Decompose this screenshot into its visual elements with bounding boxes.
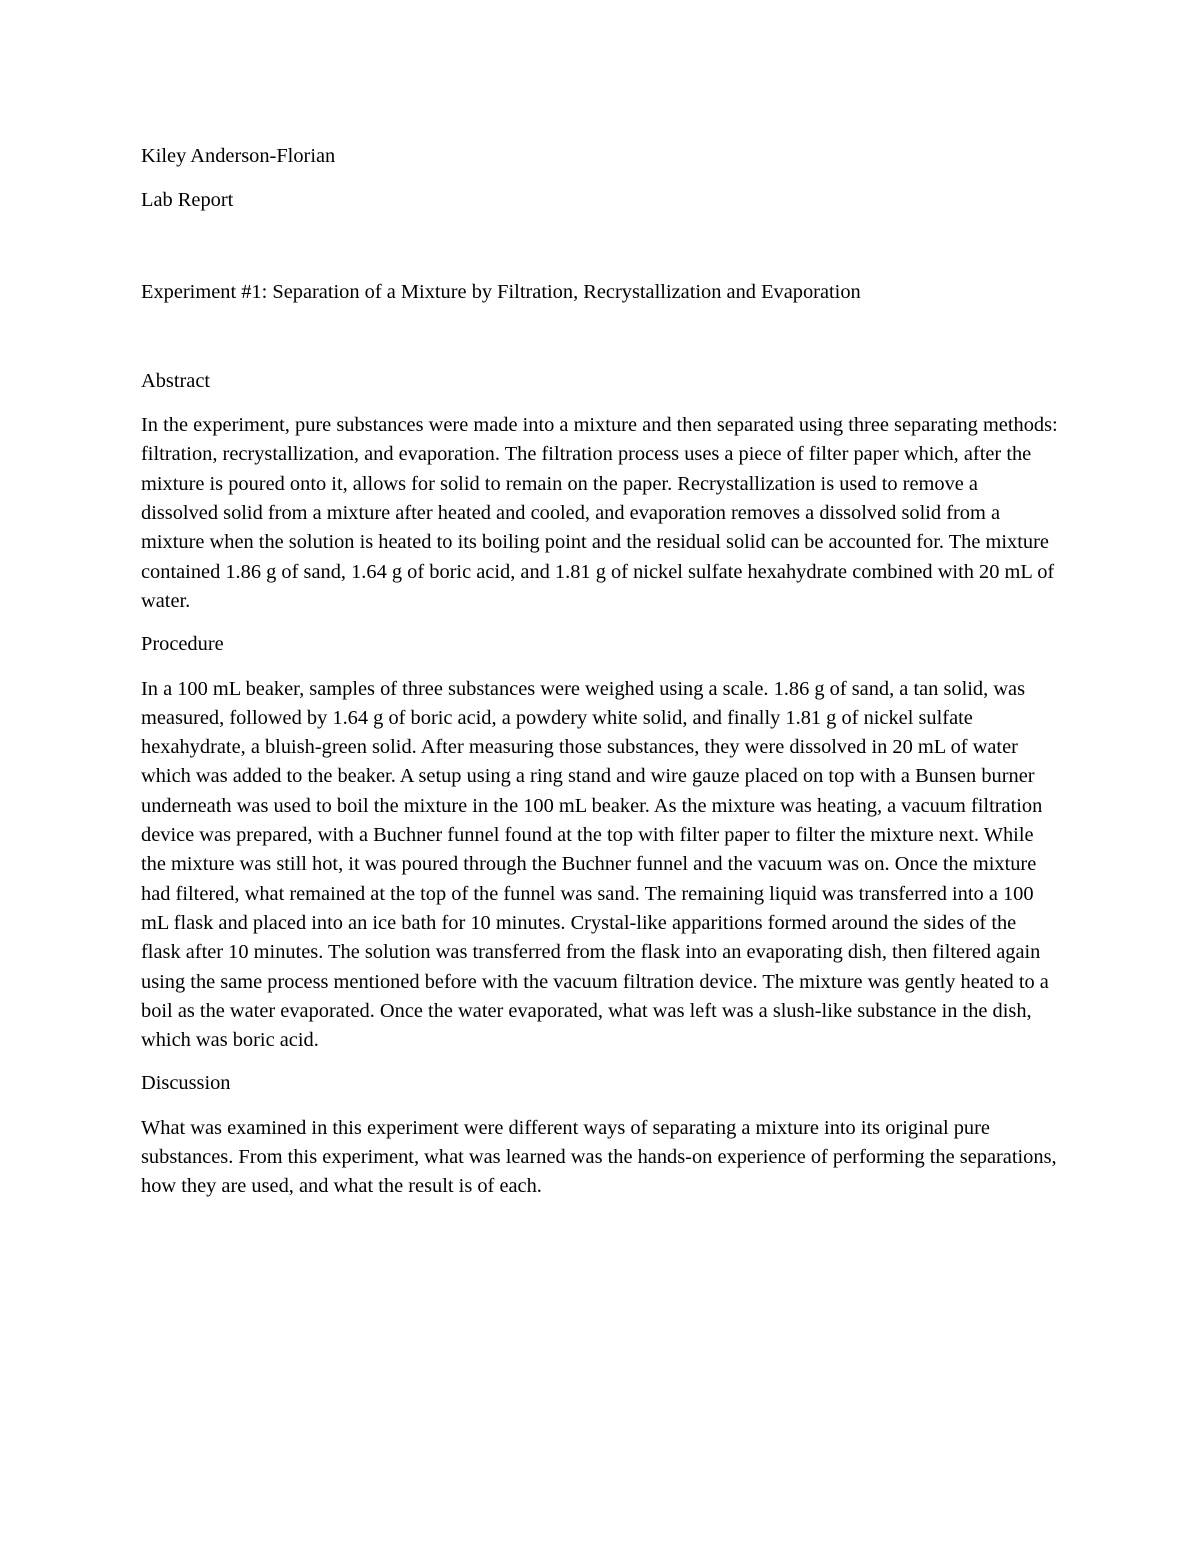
section-body-abstract: In the experiment, pure substances were made into a mixture and then separated using three separating methods: filtration, recrystallization, and evaporation. The filtration process uses a piece of filter paper which, after the mixture is poured onto it, allows for solid to remain on the paper. Recrystallization is used to remove a dissolved solid from a mixture after heated and cooled, and evaporation removes a dissolved solid from a mixture when the solution is heated to its boiling point and the residual solid can be accounted for. The mixture contained 1.86 g of sand, 1.64 g of boric acid, and 1.81 g of nickel sulfate hexahydrate combined with 20 mL of water.: [141, 414, 1058, 612]
document-title: Experiment #1: Separation of a Mixture by Filtration, Recrystallization and Evaporation: [141, 280, 861, 303]
document-type: Lab Report: [141, 189, 234, 212]
section-body-procedure: In a 100 mL beaker, samples of three substances were weighed using a scale. 1.86 g of sand, a tan solid, was measured, followed by 1.64 g of boric acid, a powdery white solid, and finally 1.81 g of nickel sulfate hexahydrate, a bluish-green solid. After measuring those substances, they were dissolved in 20 mL of water which was added to the beaker. A setup using a ring stand and wire gauze placed on top with a Bunsen burner underneath was used to boil the mixture in the 100 mL beaker. As the mixture was heating, a vacuum filtration device was prepared, with a Buchner funnel found at the top with filter paper to filter the mixture next. While the mixture was still hot, it was poured through the Buchner funnel and the vacuum was on. Once the mixture had filtered, what remained at the top of the funnel was sand. The remaining liquid was transferred into a 100 mL flask and placed into an ice bath for 10 minutes. Crystal-like apparitions formed around the sides of the flask after 10 minutes. The solution was transferred from the flask into an evaporating dish, then filtered again using the same process mentioned before with the vacuum filtration device. The mixture was gently heated to a boil as the water evaporated. Once the water evaporated, what was left was a slush-like substance in the dish, which was boric acid.: [141, 677, 1049, 1052]
author-name: Kiley Anderson-Florian: [141, 145, 336, 167]
section-heading-procedure: Procedure: [141, 633, 224, 656]
section-heading-discussion: Discussion: [141, 1072, 231, 1095]
document-content: [141, 142, 1059, 1216]
section-body-discussion: What was examined in this experiment were different ways of separating a mixture into its original pure substances. From this experiment, what was learned was the hands-on experience of performing the separations, how they are used, and what the result is of each.: [141, 1116, 1057, 1198]
section-heading-abstract: Abstract: [141, 369, 211, 392]
